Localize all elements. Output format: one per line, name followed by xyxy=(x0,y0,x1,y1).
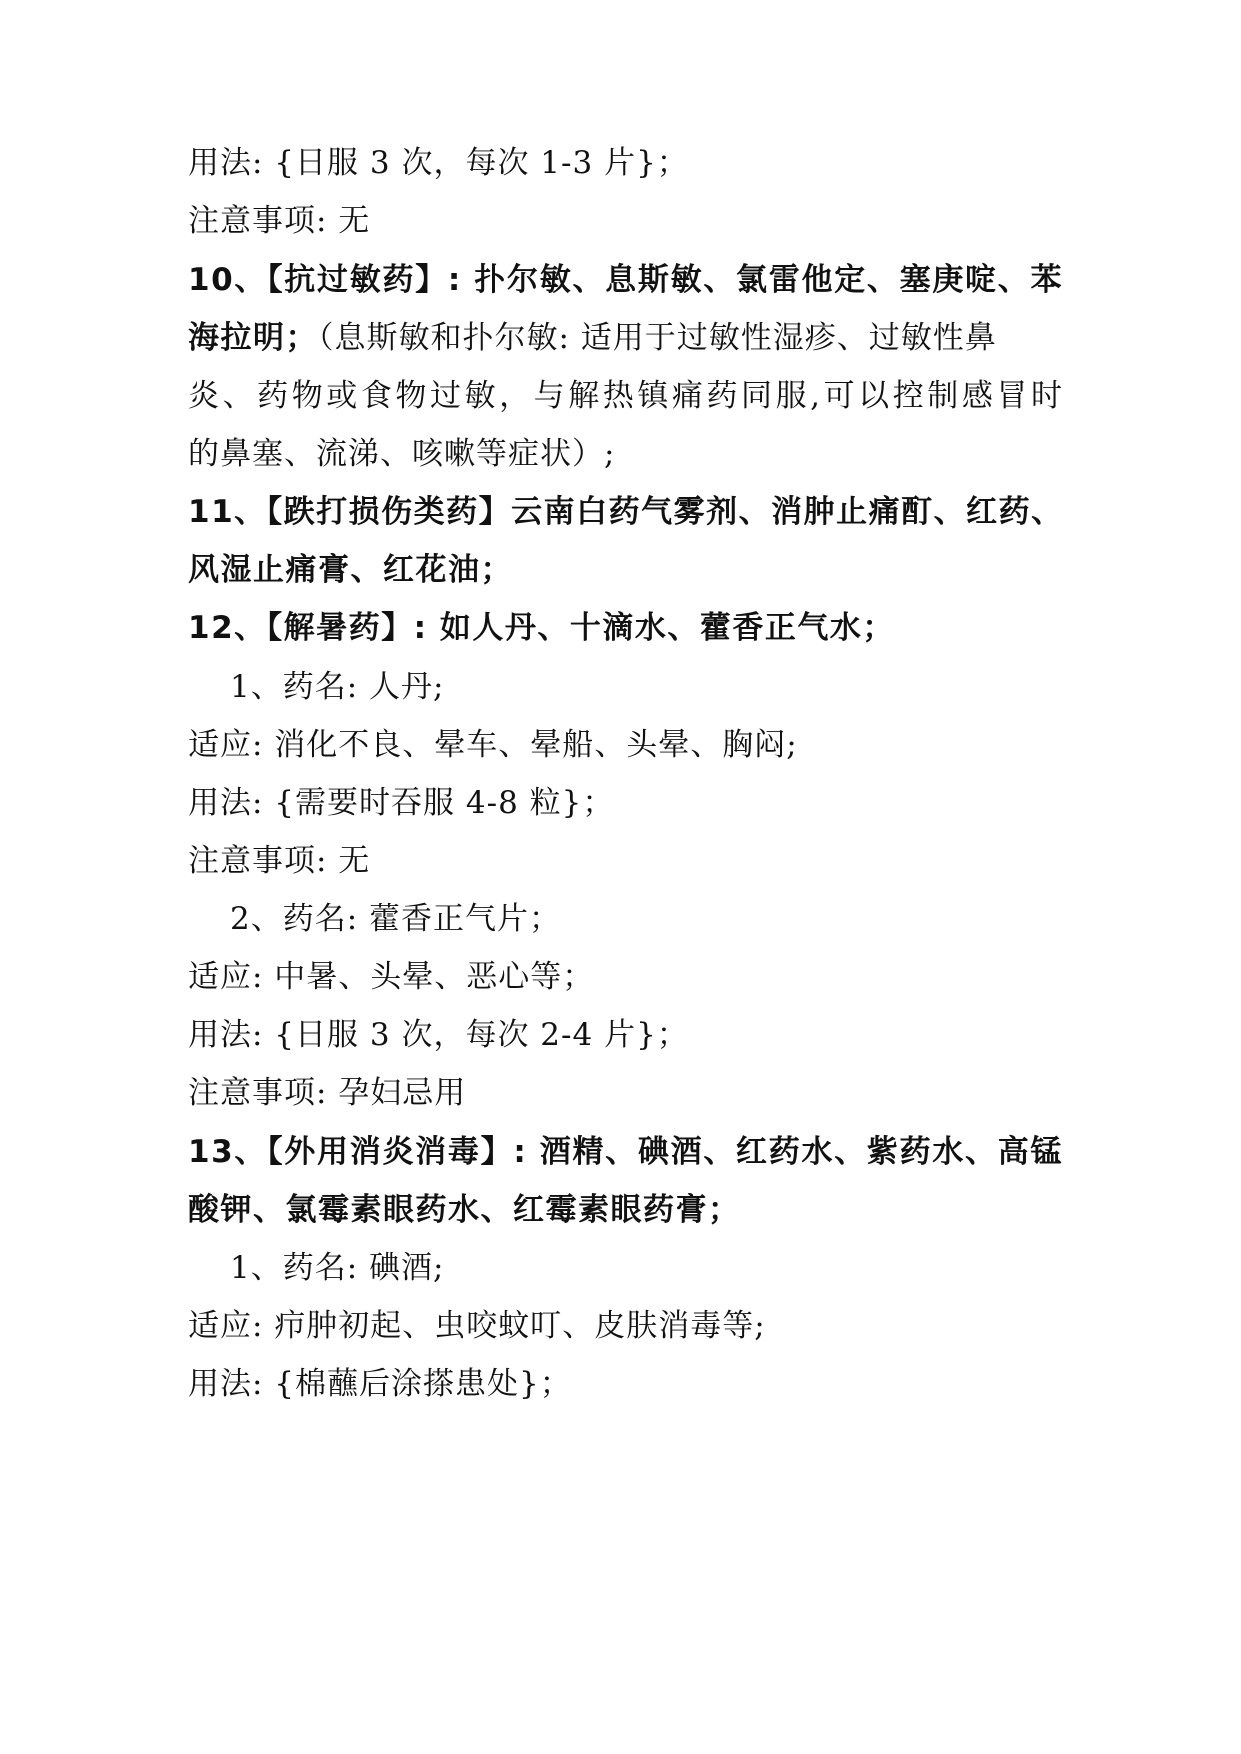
antiallergy-desc-1: （息斯敏和扑尔敏: 适用于过敏性湿疹、过敏性鼻 xyxy=(318,320,997,356)
usage-line-1: 用法: {日服 3 次，每次 1-3 片}； xyxy=(188,145,689,181)
heading-external: 13、【外用消炎消毒】: 酒精、碘酒、红药水、紫药水、高锰 xyxy=(188,1134,1063,1170)
notes-rendan: 注意事项: 无 xyxy=(188,843,371,879)
antiallergy-heading-cont: 海拉明； xyxy=(188,320,318,356)
antiallergy-desc-3: 的鼻塞、流涕、咳嗽等症状）; xyxy=(188,436,616,472)
drug-name-huoxiang: 2、药名: 藿香正气片； xyxy=(230,901,562,937)
drug-name-iodine: 1、药名: 碘酒; xyxy=(230,1250,445,1286)
heading-trauma: 11、【跌打损伤类药】云南白药气雾剂、消肿止痛酊、红药、 xyxy=(188,494,1064,530)
external-line-2: 酸钾、氯霉素眼药水、红霉素眼药膏； xyxy=(188,1192,741,1228)
indication-huoxiang: 适应: 中暑、头晕、恶心等； xyxy=(188,959,595,995)
usage-iodine: 用法: {棉蘸后涂搽患处}； xyxy=(188,1366,572,1402)
usage-rendan: 用法: {需要时吞服 4-8 粒}； xyxy=(188,785,615,821)
indication-rendan: 适应: 消化不良、晕车、晕船、头晕、胸闷; xyxy=(188,727,798,763)
drug-name-rendan: 1、药名: 人丹; xyxy=(230,669,445,705)
notes-line-1: 注意事项: 无 xyxy=(188,203,371,239)
antiallergy-desc-2: 炎、药物或食物过敏，与解热镇痛药同服,可以控制感冒时 xyxy=(188,378,1063,414)
notes-huoxiang: 注意事项: 孕妇忌用 xyxy=(188,1075,467,1111)
trauma-line-2: 风湿止痛膏、红花油； xyxy=(188,552,513,588)
indication-iodine: 适应: 疖肿初起、虫咬蚊叮、皮肤消毒等; xyxy=(188,1308,766,1344)
antiallergy-line-2 xyxy=(188,318,1063,358)
heading-heatstroke: 12、【解暑药】: 如人丹、十滴水、藿香正气水； xyxy=(188,610,895,646)
usage-huoxiang: 用法: {日服 3 次，每次 2-4 片}； xyxy=(188,1017,689,1053)
heading-antiallergy: 10、【抗过敏药】: 扑尔敏、息斯敏、氯雷他定、塞庚啶、苯 xyxy=(188,262,1063,298)
